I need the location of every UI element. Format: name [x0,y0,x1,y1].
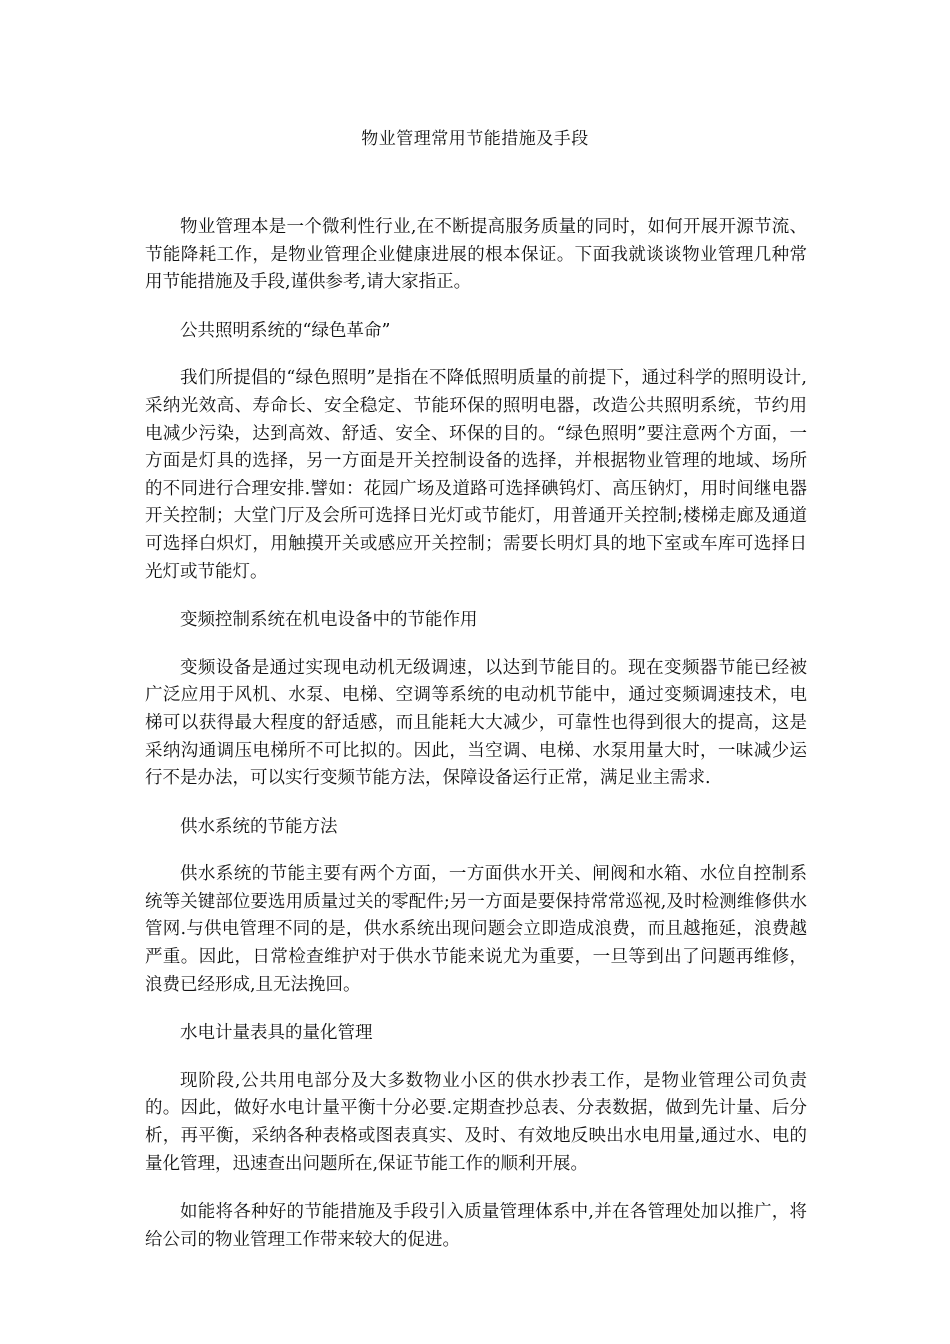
frequency-paragraph: 变频设备是通过实现电动机无级调速，以达到节能目的。现在变频器节能已经被广泛应用于风机、水泵、电梯、空调等系统的电动机节能中，通过变频调速技术，电梯可以获得最大程度的舒适感，而且能耗大大减少，可靠性也得到很大的提高，这是采纳沟通调压电梯所不可比拟的。因此，当空调、电梯、水泵用量大时，一味减少运行不是办法，可以实行变频节能方法，保障设备运行正常，满足业主需求. [145,657,807,789]
document-title: 物业管理常用节能措施及手段 [361,129,589,149]
section-heading-frequency: 变频控制系统在机电设备中的节能作用 [180,610,478,631]
section-heading-water: 供水系统的节能方法 [180,816,338,837]
water-paragraph: 供水系统的节能主要有两个方面，一方面供水开关、闸阀和水箱、水位自控制系统等关键部位要选用质量过关的零配件;另一方面是要保持常常巡视,及时检测维修供水管网.与供电管理不同的是，供水系统出现问题会立即造成浪费，而且越拖延，浪费越严重。因此，日常检查维护对于供水节能来说尤为重要，一旦等到出了问题再维修，浪费已经形成,且无法挽回。 [145,864,807,995]
document-body [145,214,807,1275]
intro-paragraph: 物业管理本是一个微利性行业,在不断提高服务质量的同时，如何开展开源节流、节能降耗工作，是物业管理企业健康进展的根本保证。下面我就谈谈物业管理几种常用节能措施及手段,谨供参考,请大家指正。 [145,217,807,293]
lighting-paragraph: 我们所提倡的“绿色照明”是指在不降低照明质量的前提下，通过科学的照明设计,采纳光效高、寿命长、安全稳定、节能环保的照明电器，改造公共照明系统，节约用电减少污染，达到高效、舒适、安全、环保的目的。“绿色照明”要注意两个方面，一方面是灯具的选择，另一方面是开关控制设备的选择，并根据物业管理的地域、场所的不同进行合理安排.譬如：花园广场及道路可选择碘钨灯、高压钠灯，用时间继电器开关控制；大堂门厅及会所可选择日光灯或节能灯，用普通开关控制;楼梯走廊及通道可选择白炽灯，用触摸开关或感应开关控制；需要长明灯具的地下室或车库可选择日光灯或节能灯。 [145,368,807,582]
metering-paragraph: 现阶段,公共用电部分及大多数物业小区的供水抄表工作，是物业管理公司负责的。因此，做好水电计量平衡十分必要.定期查抄总表、分表数据，做到先计量、后分析，再平衡，采纳各种表格或图表真实、及时、有效地反映出水电用量,通过水、电的量化管理，迅速查出问题所在,保证节能工作的顺利开展。 [145,1070,807,1174]
section-heading-lighting: 公共照明系统的“绿色革命” [180,320,391,341]
section-heading-metering: 水电计量表具的量化管理 [180,1023,373,1044]
conclusion-paragraph: 如能将各种好的节能措施及手段引入质量管理体系中,并在各管理处加以推广，将给公司的物业管理工作带来较大的促进。 [145,1202,807,1250]
